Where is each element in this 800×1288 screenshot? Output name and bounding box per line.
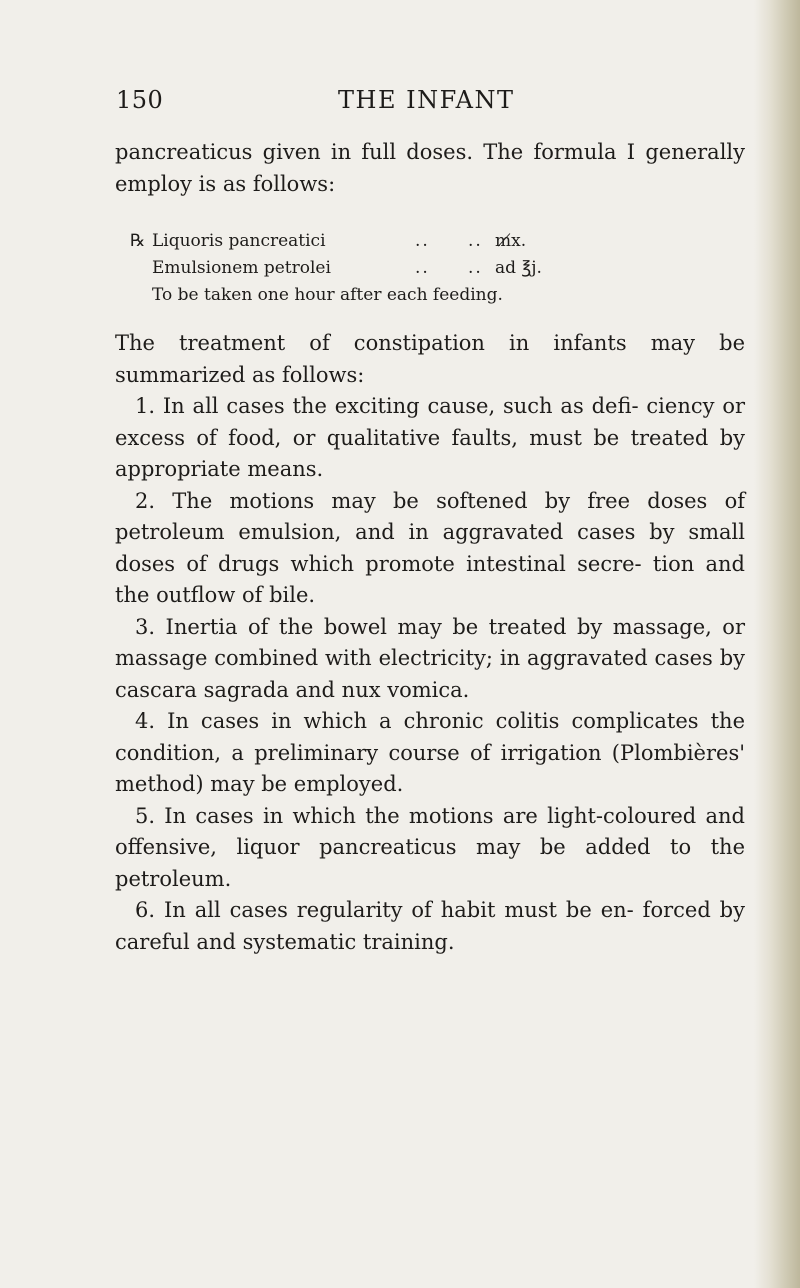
running-head xyxy=(112,86,742,126)
recipe-symbol: ℞ xyxy=(130,231,146,251)
list-item: 3. Inertia of the bowel may be treated by massage, or massage combined with electricity; in aggravated cases by cascara sagrada and nux vomica. xyxy=(115,614,745,702)
list-item: 4. In cases in which a chronic colitis complicates the condition, a preliminary course of irrigation (Plombières' method) may be employed. xyxy=(115,709,745,796)
prescription xyxy=(130,228,670,309)
list-item: 5. In cases in which the motions are light-coloured and offensive, liquor pancreaticus may be added to the petroleum. xyxy=(115,803,745,891)
leader-dots: .. xyxy=(468,231,483,251)
intro-paragraph: pancreaticus given in full doses. The formula I generally employ is as follows: xyxy=(115,140,745,196)
prescription-line xyxy=(130,255,670,282)
page-number: 150 xyxy=(116,86,164,114)
page-edge-shadow xyxy=(754,0,800,1288)
summary-section xyxy=(115,328,745,958)
prescription-quantity: ad ℥j. xyxy=(495,258,542,278)
leader-dots: .. xyxy=(468,258,483,278)
list-item: 6. In all cases regularity of habit must be en- forced by careful and systematic training. xyxy=(115,898,745,954)
prescription-ingredient: Liquoris pancreatici xyxy=(152,231,326,251)
prescription-direction-line xyxy=(130,282,670,309)
prescription-quantity: m̸x. xyxy=(495,231,527,251)
intro-paragraph-block xyxy=(115,137,745,200)
list-item: 2. The motions may be softened by free doses of petroleum emulsion, and in aggravated cases by small doses of drugs which promote intestinal secre- tion and the outflow of bile. xyxy=(115,488,745,607)
summary-intro: The treatment of constipation in infants may be summarized as follows: xyxy=(115,331,745,387)
list-item: 1. In all cases the exciting cause, such as defi- ciency or excess of food, or qualitative faults, must be treated by appropriate means. xyxy=(115,394,745,481)
leader-dots: .. xyxy=(415,258,430,278)
prescription-ingredient: Emulsionem petrolei xyxy=(152,258,331,278)
prescription-line xyxy=(130,228,670,255)
running-title: THE INFANT xyxy=(338,86,515,114)
prescription-direction: To be taken one hour after each feeding. xyxy=(152,285,503,305)
leader-dots: .. xyxy=(415,231,430,251)
